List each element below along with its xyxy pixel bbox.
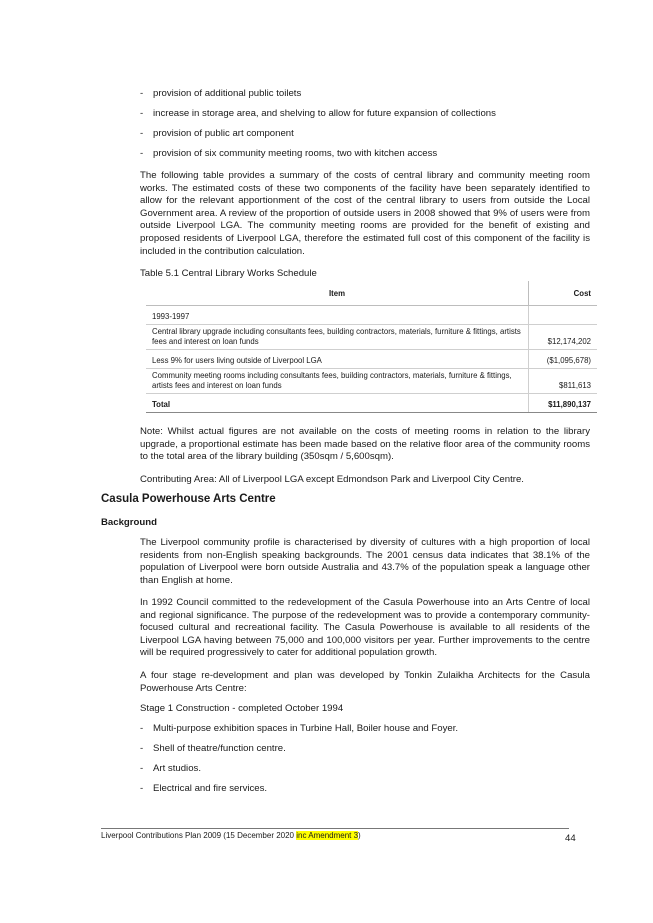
- table-caption: Table 5.1 Central Library Works Schedule: [140, 268, 317, 279]
- table-row: [146, 350, 597, 369]
- table-row: [146, 306, 597, 325]
- contributing-area-text: Contributing Area: All of Liverpool LGA except Edmondson Park and Liverpool City Centre.: [140, 474, 524, 485]
- facility-provisions-list: [140, 87, 600, 167]
- table-row: [146, 325, 597, 350]
- page-number: 44: [565, 833, 576, 844]
- stage1-list: [140, 722, 458, 802]
- list-item: - provision of six community meeting rooms, two with kitchen access: [140, 148, 438, 159]
- subsection-heading: Background: [101, 517, 157, 528]
- section-heading: Casula Powerhouse Arts Centre: [101, 493, 276, 505]
- background-paragraph-1: The Liverpool community profile is characterised by diversity of cultures with a high proportion of local residents from non-English speaking backgrounds. The 2001 census data indicates that 38.1% of the population of Liverpool were born outside Australia and 43.7% of the population speak a language other than English at home.: [140, 537, 590, 586]
- list-item: - increase in storage area, and shelving to allow for future expansion of collections: [140, 108, 496, 119]
- table-header-row: [146, 281, 597, 306]
- item-cell: 1993-1997: [146, 306, 529, 325]
- item-cell: Community meeting rooms including consultants fees, building contractors, materials, furniture & fittings, artists fees and interest on loan funds: [146, 369, 529, 394]
- list-item: - provision of additional public toilets: [140, 88, 302, 99]
- list-item: - Multi-purpose exhibition spaces in Turbine Hall, Boiler house and Foyer.: [140, 723, 459, 734]
- list-item: - Art studios.: [140, 763, 201, 774]
- list-item: - provision of public art component: [140, 128, 294, 139]
- table-row: [146, 369, 597, 394]
- item-column-header: Item: [146, 281, 529, 306]
- background-paragraph-2: In 1992 Council committed to the redevelopment of the Casula Powerhouse into an Arts Centre of local and regional significance. The purpose of the redevelopment was to provide a contemporary community-focused cultural and recreational facility. The Casula Powerhouse is available to all residents of the Liverpool LGA having between 75,000 and 100,000 visitors per year. Further improvements to the centre will be required progressively to cater for additional population growth.: [140, 597, 590, 659]
- table-total-row: [146, 394, 597, 413]
- cost-cell: $811,613: [529, 369, 598, 394]
- item-cell: Central library upgrade including consultants fees, building contractors, materials, furniture & fittings, artists fees and interest on loan funds: [146, 325, 529, 350]
- background-paragraph-3: A four stage re-development and plan was developed by Tonkin Zulaikha Architects for the Casula Powerhouse Arts Centre:: [140, 670, 590, 694]
- works-schedule-table: [146, 281, 597, 413]
- list-item: - Shell of theatre/function centre.: [140, 743, 286, 754]
- amendment-highlight: inc Amendment 3: [296, 831, 359, 840]
- total-cost-cell: $11,890,137: [529, 394, 598, 413]
- list-item: - Electrical and fire services.: [140, 783, 268, 794]
- stage1-label: Stage 1 Construction - completed October 1994: [140, 703, 344, 714]
- cost-cell: [529, 306, 598, 325]
- intro-paragraph: The following table provides a summary of the costs of central library and community meeting room works. The estimated costs of these two components of the facility have been separately identified to allow for the relevant apportionment of the cost of the central library to users from outside the Local Government area. A review of the proportion of outside users in 2008 showed that 9% of users were from outside Liverpool LGA. The community meeting rooms are provided for the benefit of existing and proposed residents of Liverpool LGA, therefore the estimated full cost of this component of the facility is included in the contribution calculation.: [140, 170, 590, 257]
- total-label-cell: Total: [146, 394, 529, 413]
- cost-column-header: Cost: [529, 281, 598, 306]
- footer-divider: [101, 828, 569, 829]
- note-paragraph: Note: Whilst actual figures are not available on the costs of meeting rooms in relation to the library upgrade, a proportional estimate has been made based on the relative floor area of the community rooms to the total area of the library building (350sqm / 5,600sqm).: [140, 426, 590, 463]
- footer-text: Liverpool Contributions Plan 2009 (15 December 2020 inc Amendment 3): [101, 831, 361, 840]
- cost-cell: ($1,095,678): [529, 350, 598, 369]
- item-cell: Less 9% for users living outside of Liverpool LGA: [146, 350, 529, 369]
- cost-cell: $12,174,202: [529, 325, 598, 350]
